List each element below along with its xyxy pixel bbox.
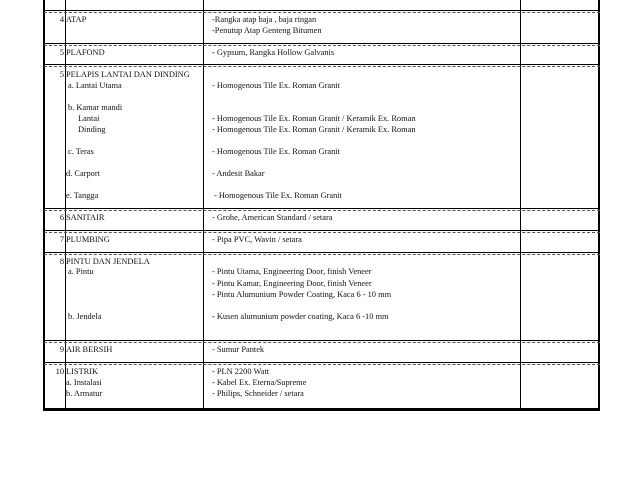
spec-text: - Grohe, American Standard / setara bbox=[212, 213, 333, 222]
spec-text: - Kabel Ex. Eterna/Supreme bbox=[212, 378, 307, 387]
table-bottom-border bbox=[44, 408, 600, 411]
row-title: PINTU DAN JENDELA bbox=[66, 257, 150, 266]
row-title: PLAFOND bbox=[66, 48, 105, 57]
sub-item-label: c. Teras bbox=[68, 147, 94, 156]
sub-item-label: a. Lantai Utama bbox=[68, 81, 122, 90]
row-number: 5 bbox=[59, 70, 64, 79]
sub-item-label: b. Kamar mandi bbox=[68, 103, 123, 112]
sub-item-label: Lantai bbox=[78, 114, 100, 123]
spec-text: - Pintu Alumunium Powder Coating, Kaca 6 - 10 mm bbox=[212, 290, 392, 299]
sub-item-label: Dinding bbox=[78, 125, 106, 134]
spec-text: - Pintu Kamar, Engineering Door, finish Veneer bbox=[212, 279, 372, 288]
row-number: 7 bbox=[59, 235, 64, 244]
sub-item-label: d. Carport bbox=[66, 169, 100, 178]
row-title: AIR BERSIH bbox=[66, 345, 113, 354]
column-divider-item bbox=[203, 0, 204, 410]
row-number: 5 bbox=[59, 48, 64, 57]
spec-text: - Gypsum, Rangka Hollow Galvanis bbox=[212, 48, 335, 57]
sub-item-label: a. Pintu bbox=[68, 267, 94, 276]
sub-item-label: b. Armatur bbox=[66, 389, 103, 398]
spec-text: - Homogenous Tile Ex. Roman Granit bbox=[212, 81, 340, 90]
spec-text: - Pintu Utama, Engineering Door, finish Veneer bbox=[212, 267, 372, 276]
spec-text: -Penutup Atap Genteng Bitumen bbox=[212, 26, 322, 35]
row-separator bbox=[44, 64, 600, 67]
row-title: ATAP bbox=[66, 15, 87, 24]
row-separator bbox=[44, 43, 600, 46]
spec-text: - Kusen alumunium powder coating, Kaca 6 -10 mm bbox=[212, 312, 389, 321]
sub-item-label: a. Instalasi bbox=[66, 378, 102, 387]
row-number: 10 bbox=[55, 367, 64, 376]
spec-text: - PLN 2200 Watt bbox=[212, 367, 270, 376]
spec-text: - Homogenous Tile Ex. Roman Granit / Keramik Ex. Roman bbox=[212, 114, 416, 123]
row-title: PELAPIS LANTAI DAN DINDING bbox=[66, 70, 190, 79]
sub-item-label: e. Tangga bbox=[66, 191, 99, 200]
row-separator bbox=[44, 208, 600, 211]
spec-text: - Andesit Bakar bbox=[212, 169, 265, 178]
row-separator bbox=[44, 230, 600, 233]
row-title: LISTRIK bbox=[66, 367, 99, 376]
spec-text: - Sumur Pantek bbox=[212, 345, 265, 354]
row-separator bbox=[44, 362, 600, 365]
row-title: PLUMBING bbox=[66, 235, 110, 244]
spec-text: - Homogenous Tile Ex. Roman Granit bbox=[212, 147, 340, 156]
row-separator bbox=[44, 10, 600, 13]
spec-text: - Homogenous Tile Ex. Roman Granit / Keramik Ex. Roman bbox=[212, 125, 416, 134]
table-border-right bbox=[598, 0, 600, 411]
row-title: SANITAIR bbox=[66, 213, 105, 222]
row-number: 4 bbox=[59, 15, 64, 24]
spec-text: -Rangka atap baja , baja ringan bbox=[212, 15, 317, 24]
spec-text: - Philips, Schneider / setara bbox=[212, 389, 304, 398]
spec-text: - Pipa PVC, Wavin / setara bbox=[212, 235, 302, 244]
row-number: 8 bbox=[59, 257, 64, 266]
sub-item-label: b. Jendela bbox=[68, 312, 102, 321]
row-separator bbox=[44, 252, 600, 255]
column-divider-spec bbox=[520, 0, 521, 410]
row-number: 9 bbox=[59, 345, 64, 354]
row-separator bbox=[44, 340, 600, 343]
spec-text: - Homogenous Tile Ex. Roman Granit bbox=[214, 191, 342, 200]
row-number: 6 bbox=[59, 213, 64, 222]
